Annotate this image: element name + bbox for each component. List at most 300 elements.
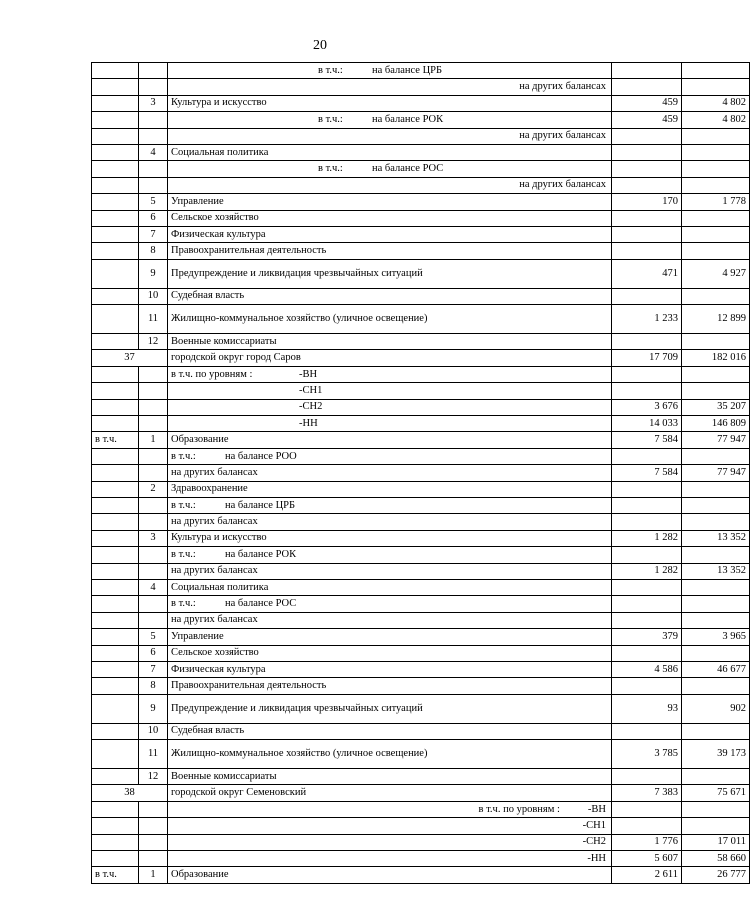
group-cell <box>92 661 139 677</box>
value-cell-1 <box>612 596 682 612</box>
value-cell-2 <box>682 366 750 382</box>
group-cell: 37 <box>92 350 168 366</box>
item-number-cell: 6 <box>139 210 168 226</box>
table-row <box>92 497 750 513</box>
table-row <box>92 818 750 834</box>
value-cell-1 <box>612 481 682 497</box>
label-cell <box>168 801 612 817</box>
value-cell-1: 4 586 <box>612 661 682 677</box>
value-cell-2 <box>682 547 750 563</box>
table-row <box>92 465 750 481</box>
label-cell: на других балансах <box>168 612 612 628</box>
value-cell-2 <box>682 334 750 350</box>
value-cell-2: 26 777 <box>682 867 750 883</box>
value-cell-2: 58 660 <box>682 851 750 867</box>
value-cell-2: 77 947 <box>682 465 750 481</box>
label-cell <box>168 383 612 399</box>
value-cell-2 <box>682 723 750 739</box>
label-cell <box>168 177 612 193</box>
value-cell-2: 4 802 <box>682 112 750 128</box>
value-cell-1: 7 584 <box>612 432 682 448</box>
label-cell <box>168 416 612 432</box>
label-cell: Судебная власть <box>168 723 612 739</box>
item-number-cell: 10 <box>139 723 168 739</box>
value-cell-1 <box>612 612 682 628</box>
group-cell: в т.ч. <box>92 867 139 883</box>
value-cell-1 <box>612 79 682 95</box>
group-cell <box>92 383 139 399</box>
label-cell <box>168 596 612 612</box>
item-number-cell <box>139 563 168 579</box>
label-cell: Культура и искусство <box>168 95 612 111</box>
group-cell <box>92 226 139 242</box>
value-cell-2: 4 927 <box>682 259 750 288</box>
value-cell-1 <box>612 645 682 661</box>
group-cell <box>92 128 139 144</box>
label-cell: Социальная политика <box>168 144 612 160</box>
value-cell-2 <box>682 579 750 595</box>
group-cell <box>92 63 139 79</box>
table-row <box>92 834 750 850</box>
label-cell: на других балансах <box>168 514 612 530</box>
group-cell <box>92 79 139 95</box>
row-label: -СН2 <box>299 401 323 413</box>
value-cell-1 <box>612 801 682 817</box>
label-cell: городской округ город Саров <box>168 350 612 366</box>
value-cell-2 <box>682 128 750 144</box>
group-cell <box>92 177 139 193</box>
table-row <box>92 867 750 883</box>
item-number-cell <box>139 547 168 563</box>
label-cell <box>168 366 612 382</box>
value-cell-1 <box>612 288 682 304</box>
value-cell-1 <box>612 678 682 694</box>
group-cell <box>92 210 139 226</box>
subtotal-prefix: в т.ч.: <box>318 64 343 76</box>
value-cell-2 <box>682 497 750 513</box>
value-cell-2: 35 207 <box>682 399 750 415</box>
group-cell <box>92 694 139 723</box>
group-cell <box>92 818 139 834</box>
value-cell-1 <box>612 514 682 530</box>
item-number-cell: 5 <box>139 629 168 645</box>
label-cell <box>168 112 612 128</box>
value-cell-2: 3 965 <box>682 629 750 645</box>
value-cell-1: 93 <box>612 694 682 723</box>
label-cell: городской округ Семеновский <box>168 785 612 801</box>
table-row <box>92 769 750 785</box>
value-cell-2 <box>682 612 750 628</box>
value-cell-1: 170 <box>612 194 682 210</box>
row-label: -СН1 <box>582 819 606 831</box>
table-row <box>92 383 750 399</box>
group-cell <box>92 530 139 546</box>
label-cell: Физическая культура <box>168 661 612 677</box>
value-cell-2: 13 352 <box>682 563 750 579</box>
table-row <box>92 226 750 242</box>
group-cell <box>92 579 139 595</box>
group-cell <box>92 334 139 350</box>
row-label: -НН <box>299 417 318 429</box>
group-cell <box>92 95 139 111</box>
table-row <box>92 194 750 210</box>
table-row <box>92 785 750 801</box>
table-row <box>92 161 750 177</box>
value-cell-2: 902 <box>682 694 750 723</box>
value-cell-1 <box>612 366 682 382</box>
group-cell <box>92 596 139 612</box>
label-cell: Правоохранительная деятельность <box>168 243 612 259</box>
row-label: на балансе РОС <box>225 598 297 610</box>
value-cell-1: 17 709 <box>612 350 682 366</box>
value-cell-2 <box>682 818 750 834</box>
row-label: на других балансах <box>519 179 606 191</box>
value-cell-1 <box>612 334 682 350</box>
item-number-cell: 6 <box>139 645 168 661</box>
table-row <box>92 801 750 817</box>
value-cell-2 <box>682 448 750 464</box>
value-cell-2: 17 011 <box>682 834 750 850</box>
item-number-cell: 12 <box>139 769 168 785</box>
value-cell-1: 1 282 <box>612 530 682 546</box>
item-number-cell <box>139 416 168 432</box>
group-cell <box>92 497 139 513</box>
group-cell <box>92 465 139 481</box>
item-number-cell: 1 <box>139 867 168 883</box>
label-cell <box>168 79 612 95</box>
group-cell <box>92 723 139 739</box>
label-cell: Предупреждение и ликвидация чрезвычайных ситуаций <box>168 259 612 288</box>
label-cell <box>168 497 612 513</box>
group-cell: в т.ч. <box>92 432 139 448</box>
value-cell-2 <box>682 383 750 399</box>
label-cell <box>168 448 612 464</box>
value-cell-1 <box>612 769 682 785</box>
value-cell-1 <box>612 128 682 144</box>
group-cell <box>92 851 139 867</box>
table-row <box>92 305 750 334</box>
data-table <box>91 62 750 884</box>
value-cell-1 <box>612 161 682 177</box>
item-number-cell: 3 <box>139 95 168 111</box>
value-cell-1 <box>612 177 682 193</box>
value-cell-1: 3 785 <box>612 740 682 769</box>
levels-prefix: в т.ч. по уровням : <box>478 803 560 815</box>
value-cell-1 <box>612 723 682 739</box>
value-cell-1: 459 <box>612 95 682 111</box>
label-cell: Судебная власть <box>168 288 612 304</box>
label-cell <box>168 399 612 415</box>
table-row <box>92 629 750 645</box>
table-row <box>92 112 750 128</box>
value-cell-2 <box>682 243 750 259</box>
item-number-cell <box>139 497 168 513</box>
label-cell: Жилищно-коммунальное хозяйство (уличное освещение) <box>168 305 612 334</box>
table-row <box>92 661 750 677</box>
value-cell-1 <box>612 210 682 226</box>
item-number-cell: 9 <box>139 694 168 723</box>
item-number-cell: 11 <box>139 740 168 769</box>
group-cell <box>92 288 139 304</box>
value-cell-2 <box>682 801 750 817</box>
label-cell: Образование <box>168 867 612 883</box>
value-cell-2: 13 352 <box>682 530 750 546</box>
value-cell-2: 4 802 <box>682 95 750 111</box>
table-row <box>92 243 750 259</box>
value-cell-2 <box>682 210 750 226</box>
value-cell-2: 39 173 <box>682 740 750 769</box>
row-label: на других балансах <box>519 81 606 93</box>
label-cell: Правоохранительная деятельность <box>168 678 612 694</box>
subtotal-prefix: в т.ч.: <box>171 598 196 610</box>
table-row <box>92 259 750 288</box>
table-row <box>92 432 750 448</box>
table-row <box>92 547 750 563</box>
item-number-cell <box>139 366 168 382</box>
value-cell-1: 1 776 <box>612 834 682 850</box>
table-row <box>92 177 750 193</box>
group-cell <box>92 243 139 259</box>
group-cell <box>92 740 139 769</box>
label-cell: Военные комиссариаты <box>168 334 612 350</box>
row-label: -СН2 <box>582 836 606 848</box>
value-cell-2 <box>682 144 750 160</box>
value-cell-2 <box>682 63 750 79</box>
group-cell <box>92 448 139 464</box>
item-number-cell: 11 <box>139 305 168 334</box>
item-number-cell <box>139 63 168 79</box>
label-cell: Здравоохранение <box>168 481 612 497</box>
row-label: на балансе РОК <box>225 548 297 560</box>
table-row <box>92 481 750 497</box>
label-cell <box>168 547 612 563</box>
table-row <box>92 334 750 350</box>
item-number-cell: 10 <box>139 288 168 304</box>
label-cell: на других балансах <box>168 465 612 481</box>
value-cell-1: 471 <box>612 259 682 288</box>
value-cell-2: 46 677 <box>682 661 750 677</box>
label-cell: Военные комиссариаты <box>168 769 612 785</box>
group-cell <box>92 629 139 645</box>
label-cell <box>168 128 612 144</box>
value-cell-2 <box>682 481 750 497</box>
table-row <box>92 645 750 661</box>
value-cell-1: 14 033 <box>612 416 682 432</box>
table-row <box>92 448 750 464</box>
item-number-cell <box>139 465 168 481</box>
group-cell <box>92 112 139 128</box>
row-label: на балансе РОО <box>225 450 297 462</box>
item-number-cell: 3 <box>139 530 168 546</box>
value-cell-1: 2 611 <box>612 867 682 883</box>
value-cell-1: 1 282 <box>612 563 682 579</box>
item-number-cell <box>139 112 168 128</box>
row-label: на других балансах <box>519 130 606 142</box>
value-cell-1: 3 676 <box>612 399 682 415</box>
group-cell <box>92 563 139 579</box>
item-number-cell <box>139 383 168 399</box>
value-cell-1 <box>612 226 682 242</box>
table-row <box>92 851 750 867</box>
page-number: 20 <box>313 38 327 53</box>
item-number-cell: 8 <box>139 243 168 259</box>
value-cell-1 <box>612 243 682 259</box>
value-cell-2 <box>682 769 750 785</box>
group-cell <box>92 547 139 563</box>
value-cell-2: 12 899 <box>682 305 750 334</box>
value-cell-2 <box>682 177 750 193</box>
item-number-cell: 1 <box>139 432 168 448</box>
table-row <box>92 612 750 628</box>
group-cell <box>92 769 139 785</box>
table-row <box>92 63 750 79</box>
group-cell: 38 <box>92 785 168 801</box>
value-cell-2: 146 809 <box>682 416 750 432</box>
value-cell-1: 5 607 <box>612 851 682 867</box>
table-row <box>92 350 750 366</box>
label-cell: Культура и искусство <box>168 530 612 546</box>
label-cell <box>168 63 612 79</box>
group-cell <box>92 161 139 177</box>
table-row <box>92 79 750 95</box>
value-cell-1 <box>612 579 682 595</box>
item-number-cell <box>139 399 168 415</box>
value-cell-2 <box>682 79 750 95</box>
label-cell: Управление <box>168 629 612 645</box>
label-cell <box>168 818 612 834</box>
value-cell-2: 77 947 <box>682 432 750 448</box>
table-row <box>92 288 750 304</box>
item-number-cell: 5 <box>139 194 168 210</box>
value-cell-1 <box>612 63 682 79</box>
value-cell-1: 459 <box>612 112 682 128</box>
value-cell-2: 75 671 <box>682 785 750 801</box>
value-cell-2 <box>682 161 750 177</box>
label-cell <box>168 834 612 850</box>
group-cell <box>92 305 139 334</box>
table-row <box>92 144 750 160</box>
table-row <box>92 95 750 111</box>
label-cell <box>168 851 612 867</box>
item-number-cell: 2 <box>139 481 168 497</box>
item-number-cell: 8 <box>139 678 168 694</box>
item-number-cell: 4 <box>139 579 168 595</box>
group-cell <box>92 481 139 497</box>
item-number-cell <box>139 448 168 464</box>
item-number-cell: 7 <box>139 226 168 242</box>
table-row <box>92 366 750 382</box>
table-row <box>92 694 750 723</box>
table-row <box>92 399 750 415</box>
value-cell-1 <box>612 144 682 160</box>
value-cell-1 <box>612 818 682 834</box>
group-cell <box>92 366 139 382</box>
item-number-cell <box>139 596 168 612</box>
item-number-cell: 4 <box>139 144 168 160</box>
group-cell <box>92 416 139 432</box>
value-cell-2 <box>682 596 750 612</box>
table-row <box>92 678 750 694</box>
value-cell-1: 1 233 <box>612 305 682 334</box>
item-number-cell <box>139 851 168 867</box>
table-row <box>92 128 750 144</box>
item-number-cell <box>139 514 168 530</box>
value-cell-1: 379 <box>612 629 682 645</box>
item-number-cell: 7 <box>139 661 168 677</box>
value-cell-1 <box>612 448 682 464</box>
value-cell-2: 182 016 <box>682 350 750 366</box>
label-cell <box>168 161 612 177</box>
item-number-cell <box>139 177 168 193</box>
table-row <box>92 596 750 612</box>
value-cell-2 <box>682 645 750 661</box>
table-row <box>92 416 750 432</box>
value-cell-1 <box>612 497 682 513</box>
row-label: -ВН <box>587 803 606 815</box>
value-cell-1 <box>612 547 682 563</box>
item-number-cell <box>139 801 168 817</box>
group-cell <box>92 399 139 415</box>
item-number-cell: 12 <box>139 334 168 350</box>
label-cell: Социальная политика <box>168 579 612 595</box>
subtotal-prefix: в т.ч.: <box>171 499 196 511</box>
group-cell <box>92 514 139 530</box>
value-cell-2 <box>682 226 750 242</box>
group-cell <box>92 834 139 850</box>
subtotal-prefix: в т.ч.: <box>171 450 196 462</box>
item-number-cell <box>139 128 168 144</box>
table-row <box>92 723 750 739</box>
value-cell-2: 1 778 <box>682 194 750 210</box>
group-cell <box>92 678 139 694</box>
item-number-cell <box>139 834 168 850</box>
table-row <box>92 530 750 546</box>
row-label: -ВН <box>299 368 318 380</box>
row-label: на балансе ЦРБ <box>225 499 296 511</box>
item-number-cell <box>139 612 168 628</box>
group-cell <box>92 259 139 288</box>
row-label: -СН1 <box>299 384 323 396</box>
value-cell-1: 7 383 <box>612 785 682 801</box>
group-cell <box>92 612 139 628</box>
table-row <box>92 740 750 769</box>
group-cell <box>92 801 139 817</box>
item-number-cell: 9 <box>139 259 168 288</box>
label-cell: Сельское хозяйство <box>168 210 612 226</box>
subtotal-prefix: в т.ч.: <box>318 163 343 175</box>
group-cell <box>92 645 139 661</box>
label-cell: Физическая культура <box>168 226 612 242</box>
row-label: на балансе РОС <box>372 163 444 175</box>
item-number-cell <box>139 79 168 95</box>
value-cell-1: 7 584 <box>612 465 682 481</box>
row-label: на балансе ЦРБ <box>372 64 443 76</box>
item-number-cell <box>139 818 168 834</box>
label-cell: Сельское хозяйство <box>168 645 612 661</box>
item-number-cell <box>139 161 168 177</box>
group-cell <box>92 144 139 160</box>
table-row <box>92 579 750 595</box>
row-label: -НН <box>587 852 606 864</box>
label-cell: Управление <box>168 194 612 210</box>
group-cell <box>92 194 139 210</box>
levels-prefix: в т.ч. по уровням : <box>171 368 253 380</box>
value-cell-1 <box>612 383 682 399</box>
label-cell: Жилищно-коммунальное хозяйство (уличное освещение) <box>168 740 612 769</box>
label-cell: Образование <box>168 432 612 448</box>
value-cell-2 <box>682 514 750 530</box>
table-row <box>92 563 750 579</box>
